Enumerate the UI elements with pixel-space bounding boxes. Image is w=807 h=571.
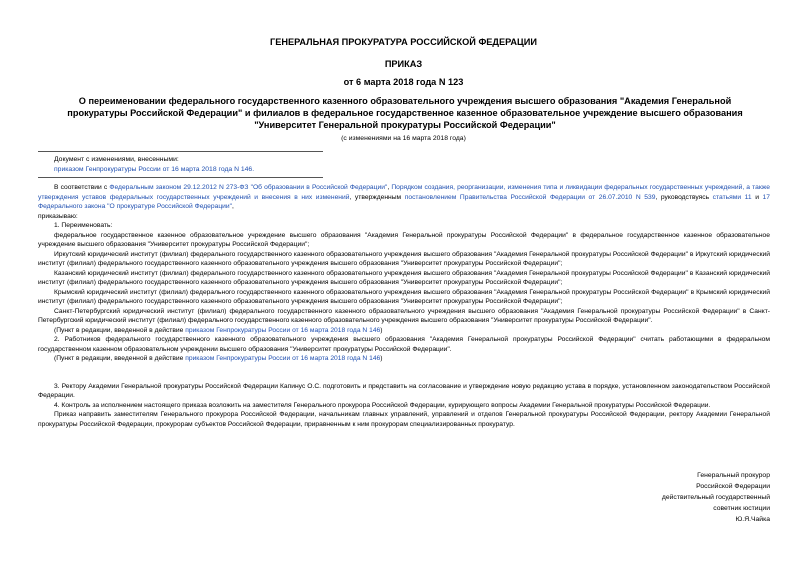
item-2: 2. Работников федерального государственного казенного образовательного учреждения высшего образования "Академия Генеральной прокуратуры Российской Федерации" считать работающими в федеральном государственном казенном образовательном учреждении высшего образования "Университет прокуратуры Российской Федерации". [38,336,770,353]
link-order-146-b[interactable]: приказом Генпрокуратуры России от 16 марта 2018 года N 146 [185,355,381,362]
prikazyvayu: приказываю: [38,212,78,220]
changes-block [54,155,254,175]
item-1-head: 1. Переименовать: [54,222,113,229]
changes-block-link[interactable]: приказом Генпрокуратуры России от 16 марта 2018 года N 146. [54,166,255,173]
item-3: 3. Ректору Академии Генеральной прокуратуры Российской Федерации Капинус О.С. подготовить и представить на согласование и утверждение новую редакцию устава в порядке, установленном законодательством Российской Федерации. [38,382,770,399]
link-government-decree[interactable]: постановлением Правительства Российской Федерации от 26.07.2010 N 539 [404,193,656,201]
document-body [38,183,770,429]
divider-bottom [38,177,323,178]
item-1-b: Иркутский юридический институт (филиал) федерального государственного казенного образовательного учреждения высшего образования "Академия Генеральной прокуратуры Российской Федерации" в Иркутский юридический институт (филиал) федерального государственного казенного образовательного учреждения высшего образования "Университет прокуратуры Российской Федерации"; [38,250,770,267]
link-order-146-a[interactable]: приказом Генпрокуратуры России от 16 марта 2018 года N 146 [185,326,381,334]
org-heading: ГЕНЕРАЛЬНАЯ ПРОКУРАТУРА РОССИЙСКОЙ ФЕДЕРАЦИИ [270,37,537,47]
document-title: О переименовании федерального государственного казенного образовательного учреждения высшего образования "Академия Генеральной прокуратуры Российской Федерации" и филиалов в федеральное государственное казенное образовательное учреждение высшего образования "Университет Генеральной прокуратуры Российской Федерации" [67,96,743,130]
link-article-17[interactable]: 17 Федерального закона "О прокуратуре Российской Федерации" [38,193,770,210]
item-1-ref: (Пункт в редакции, введенной в действие приказом Генпрокуратуры России от 16 марта 2018 года N 146) [54,326,383,334]
link-federal-law[interactable]: Федеральным законом 29.12.2012 N 273-ФЗ "Об образовании в Российской Федерации" [109,184,388,191]
item-2-ref: (Пункт в редакции, введенной в действие приказом Генпрокуратуры России от 16 марта 2018 года N 146) [54,355,383,362]
signature-line-4: советник юстиции [713,505,770,512]
preamble: В соответствии с Федеральным законом 29.12.2012 N 273-ФЗ "Об образовании в Российской Федерации", Порядком создания, реорганизации, изменения типа и ликвидации федеральных государственных учреждений, а также утверждения уставов федеральных государственных учреждений и внесения в них изменений, утвержденным постановлением Правительства Российской Федерации от 26.07.2010 N 539, руководствуясь статьями 11 и 17 Федерального закона "О прокуратуре Российской Федерации", [38,184,770,210]
signature-line-2: Российской Федерации [696,483,770,490]
signature-line-1: Генеральный прокурор [697,472,770,479]
signature-line-3: действительный государственный [661,494,770,501]
divider-top [38,151,323,152]
changes-block-label: Документ с изменениями, внесенными: [54,156,179,163]
item-1-d: Крымский юридический институт (филиал) федерального государственного казенного образовательного учреждения высшего образования "Академия Генеральной прокуратуры Российской Федерации" в Крымский юридический институт (филиал) федерального государственного казенного образовательного учреждения высшего образования "Университет прокуратуры Российской Федерации"; [38,288,770,305]
link-article-11[interactable]: статьями 11 [712,193,752,201]
date-number-heading: от 6 марта 2018 года N 123 [343,77,464,87]
changes-note: (с изменениями на 16 марта 2018 года) [341,135,466,142]
item-5: Приказ направить заместителям Генерального прокурора Российской Федерации, начальникам главных управлений, управлений и отделов Генеральной прокуратуры Российской Федерации, ректору Академии Генеральной прокуратуры Российской Федерации, прокурорам субъектов Российской Федерации, приравненным к ним прокурорам специализированных прокуратур. [38,411,770,428]
signature-block [662,470,770,525]
doc-type-heading: ПРИКАЗ [384,59,423,69]
item-1-a: федеральное государственное казенное образовательное учреждение высшего образования "Академия Генеральной прокуратуры Российской Федерации" в федеральное государственное казенное образовательное учреждение высшего образования "Университет прокуратуры Российской Федерации"; [38,231,770,248]
item-1-e: Санкт-Петербургский юридический институт (филиал) федерального государственного казенного образовательного учреждения высшего образования "Академия Генеральной прокуратуры Российской Федерации" в Санкт-Петербургский юридический институт (филиал) федерального государственного казенного образовательного учреждения высшего образования "Университет прокуратуры Российской Федерации". [38,307,770,324]
link-procedure[interactable]: Порядком создания, реорганизации, изменения типа и ликвидации федеральных государственных учреждений, а также утверждения уставов федеральных государственных учреждений и внесения в них изменений [38,184,770,201]
item-1-c: Казанский юридический институт (филиал) федерального государственного казенного образовательного учреждения высшего образования "Академия Генеральной прокуратуры Российской Федерации" в Казанский юридический институт (филиал) федерального государственного казенного образовательного учреждения высшего образования "Университет прокуратуры Российской Федерации"; [38,269,770,286]
item-4: 4. Контроль за исполнением настоящего приказа возложить на заместителя Генерального прокурора Российской Федерации, курирующего вопросы Академии Генеральной прокуратуры Российской Федерации. [54,401,711,409]
signature-name: Ю.Я.Чайка [735,516,770,523]
